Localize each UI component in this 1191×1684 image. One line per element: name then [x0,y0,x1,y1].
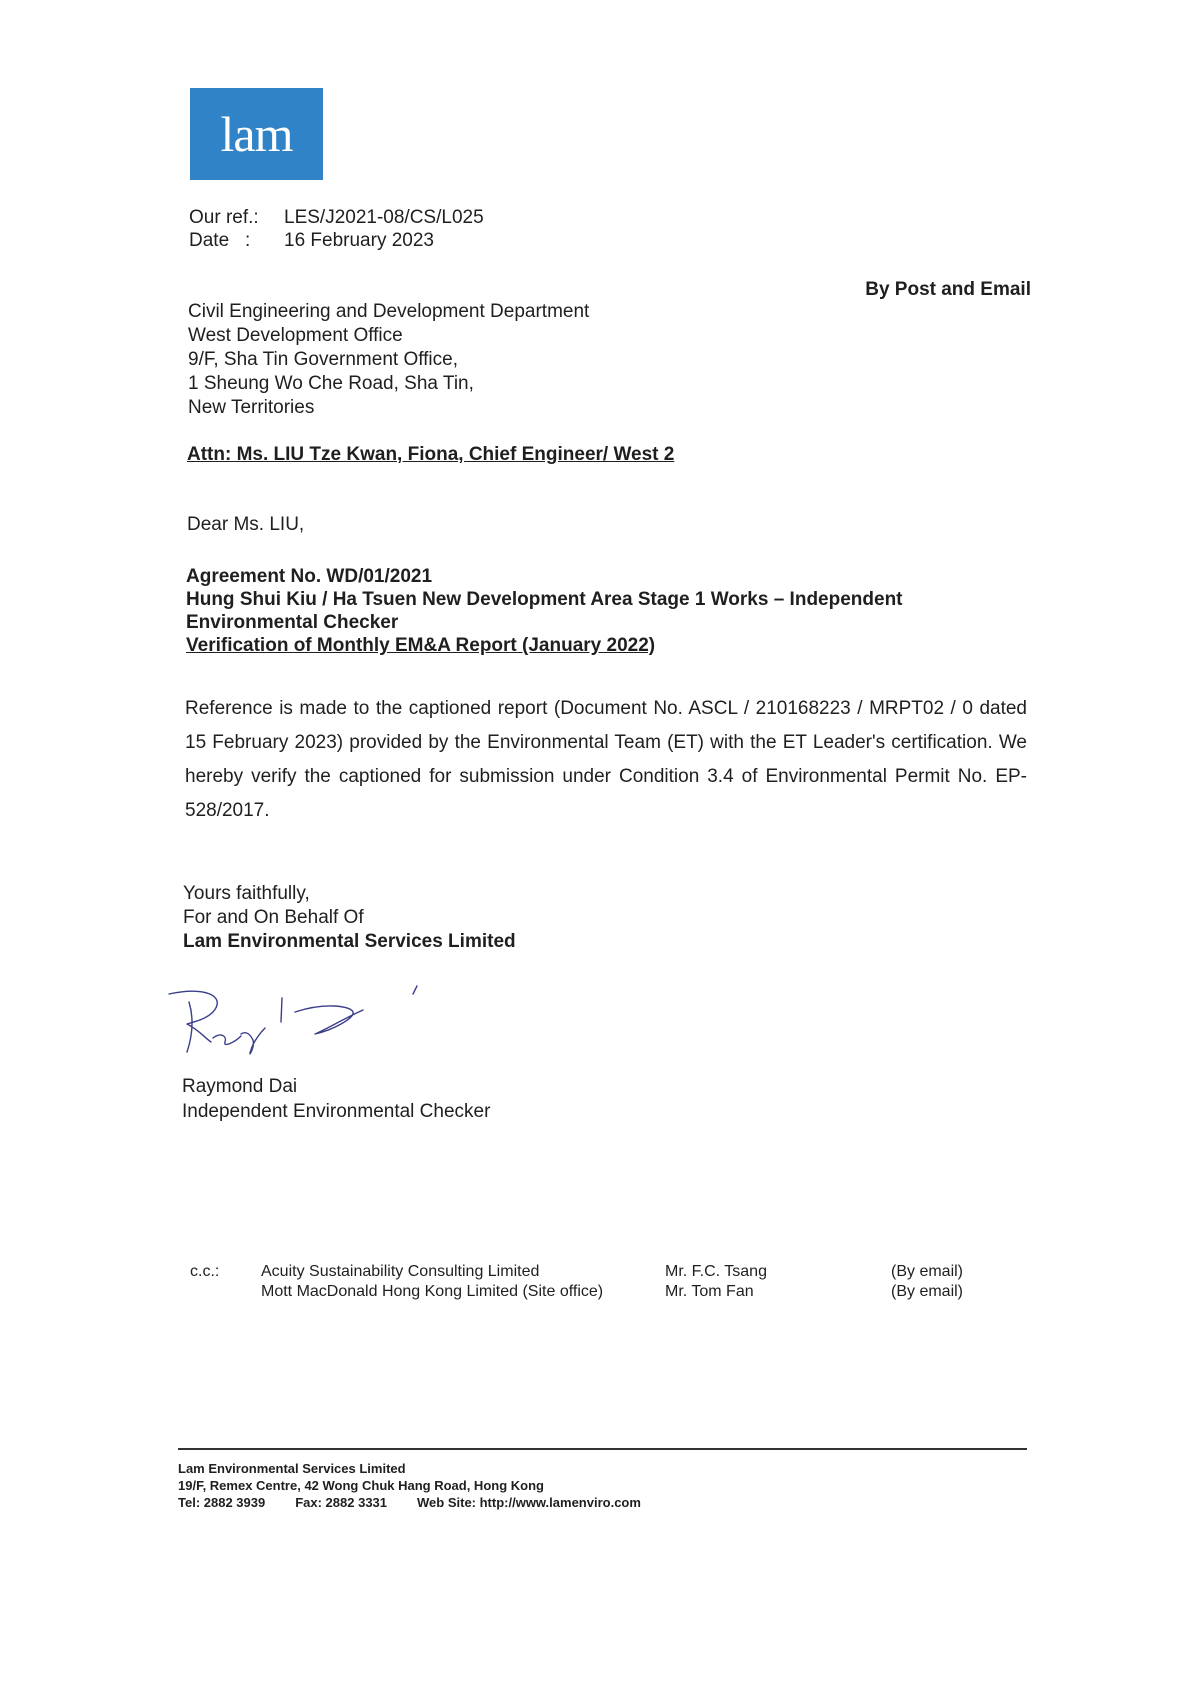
signature-image [165,982,425,1062]
cc-person: Mr. F.C. Tsang [665,1263,767,1280]
date-value: 16 February 2023 [284,230,434,251]
signer-title: Independent Environmental Checker [182,1101,491,1122]
address-line: 9/F, Sha Tin Government Office, [188,349,458,370]
cc-method: (By email) [891,1263,964,1280]
cc-org: Mott MacDonald Hong Kong Limited (Site office) [261,1283,604,1300]
logo-underline [196,186,329,189]
delivery-method: By Post and Email [865,279,1031,300]
subject-project: Hung Shui Kiu / Ha Tsuen New Development Area Stage 1 Works – Independent Environmental Checker [186,589,903,633]
recipient-address [188,300,589,420]
reference-block [189,206,484,252]
cc-methods [891,1262,963,1302]
company-logo [190,88,323,180]
closing-line: For and On Behalf Of [183,907,364,928]
closing-block [183,882,516,954]
footer-company: Lam Environmental Services Limited [178,1461,406,1476]
date-label: Date : [189,230,251,251]
subject-block [186,565,1026,657]
cc-orgs [261,1262,603,1302]
signer-name: Raymond Dai [182,1076,298,1097]
cc-org: Acuity Sustainability Consulting Limited [261,1263,540,1280]
footer-address: 19/F, Remex Centre, 42 Wong Chuk Hang Road, Hong Kong [178,1478,544,1493]
cc-label: c.c.: [190,1263,220,1280]
our-ref-label: Our ref.: [189,207,259,228]
attention-line: Attn: Ms. LIU Tze Kwan, Fiona, Chief Engineer/ West 2 [187,444,675,465]
footer [178,1460,641,1511]
address-line: 1 Sheung Wo Che Road, Sha Tin, [188,373,474,394]
footer-fax: Fax: 2882 3331 [295,1495,388,1510]
date-row [189,229,484,252]
salutation: Dear Ms. LIU, [187,514,305,535]
our-ref-value: LES/J2021-08/CS/L025 [284,207,484,228]
closing-line: Yours faithfully, [183,883,310,904]
our-ref-row [189,206,484,229]
footer-web[interactable]: Web Site: http://www.lamenviro.com [417,1495,641,1510]
cc-person: Mr. Tom Fan [665,1283,754,1300]
cc-method: (By email) [891,1283,964,1300]
subject-title: Verification of Monthly EM&A Report (January 2022) [186,635,656,656]
address-line: Civil Engineering and Development Department [188,301,590,322]
signer-block [182,1074,490,1124]
closing-company: Lam Environmental Services Limited [183,931,516,952]
subject-agreement: Agreement No. WD/01/2021 [186,566,433,587]
logo-text: lam [220,106,293,162]
address-line: New Territories [188,397,315,418]
letter-body: Reference is made to the captioned report (Document No. ASCL / 210168223 / MRPT02 / 0 dated 15 February 2023) provided by the Environmental Team (ET) with the ET Leader's certification. We hereby verify the captioned for submission under Condition 3.4 of Environmental Permit No. EP-528/2017. [185,698,1027,821]
footer-tel: Tel: 2882 3939 [178,1495,266,1510]
address-line: West Development Office [188,325,403,346]
footer-contact [178,1494,641,1511]
footer-divider [178,1448,1027,1450]
cc-persons [665,1262,767,1302]
